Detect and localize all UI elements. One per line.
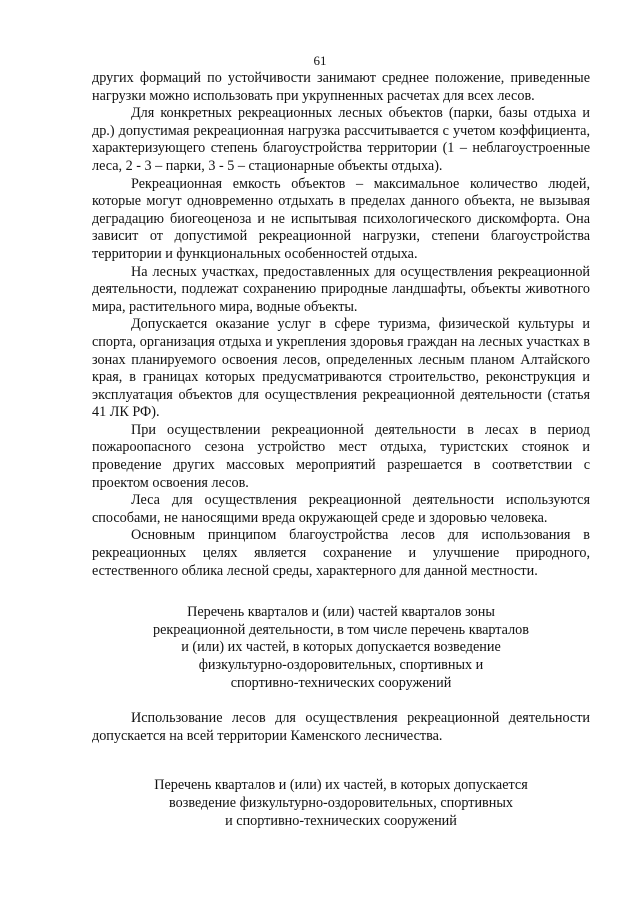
- paragraph-landscape-preservation: На лесных участках, предоставленных для осуществления рекреационной деятельности, подлежат сохранению природные ландшафты, объекты животного мира, растительного мира, водные объекты.: [92, 263, 590, 315]
- heading-line: и (или) их частей, в которых допускается возведение: [181, 639, 501, 656]
- heading-line: Перечень кварталов и (или) их частей, в которых допускается: [154, 777, 528, 794]
- section-heading-construction-quarters: [92, 777, 590, 830]
- paragraph-recreational-load: Для конкретных рекреационных лесных объектов (парки, базы отдыха и др.) допустимая рекреационная нагрузка рассчитывается с учетом коэффициента, характеризующего степень благоустройства территории (1 – неблагоустроенные леса, 2 - 3 – парки, 3 - 5 – стационарные объекты отдыха).: [92, 105, 590, 174]
- heading-line: спортивно-технических сооружений: [230, 674, 452, 691]
- heading-line: Перечень кварталов и (или) частей кварталов зоны: [187, 604, 495, 621]
- paragraph-fire-season: При осуществлении рекреационной деятельности в лесах в период пожароопасного сезона устройство мест отдыха, туристских стоянок и проведение других массовых мероприятий разрешается в соответствии с проектом освоения лесов.: [92, 421, 590, 491]
- section-heading-quarters-list: [92, 604, 590, 692]
- document-body: [92, 70, 590, 830]
- paragraph-recreational-capacity: Рекреационная емкость объектов – максимальное количество людей, которые могут одновременно отдыхать в пределах данного объекта, не вызывая деградацию биогеоценоза и не испытывая психологического дискомфорта. Она зависит от допустимой рекреационной нагрузки, степени благоустройства территории и функциональных особенностей отдыха.: [92, 175, 590, 262]
- paragraph-continuation: других формаций по устойчивости занимают среднее положение, приведенные нагрузки можно использовать при укрупненных расчетах для всех лесов.: [92, 70, 590, 104]
- paragraph-usage-methods: Леса для осуществления рекреационной деятельности используются способами, не наносящими вреда окружающей среде и здоровью человека.: [92, 492, 590, 526]
- paragraph-forest-usage: Использование лесов для осуществления рекреационной деятельности допускается на всей территории Каменского лесничества.: [92, 710, 590, 744]
- page-number: 61: [313, 53, 327, 68]
- paragraph-services-permitted: Допускается оказание услуг в сфере туризма, физической культуры и спорта, организация отдыха и укрепления здоровья граждан на лесных участках в зонах планируемого освоения лесов, определенных лесным планом Алтайского края, в границах которых предусматриваются строительство, реконструкция и эксплуатация объектов для осуществления рекреационной деятельности (статья 41 ЛК РФ).: [92, 316, 590, 421]
- heading-line: рекреационной деятельности, в том числе перечень кварталов: [153, 621, 529, 638]
- heading-line: и спортивно-технических сооружений: [225, 812, 457, 829]
- heading-line: физкультурно-оздоровительных, спортивных и: [198, 657, 484, 673]
- paragraph-improvement-principle: Основным принципом благоустройства лесов для использования в рекреационных целях является сохранение и улучшение природного, естественного облика лесной среды, характерного для данной местности.: [92, 527, 590, 579]
- heading-line: возведение физкультурно-оздоровительных, спортивных: [169, 794, 513, 811]
